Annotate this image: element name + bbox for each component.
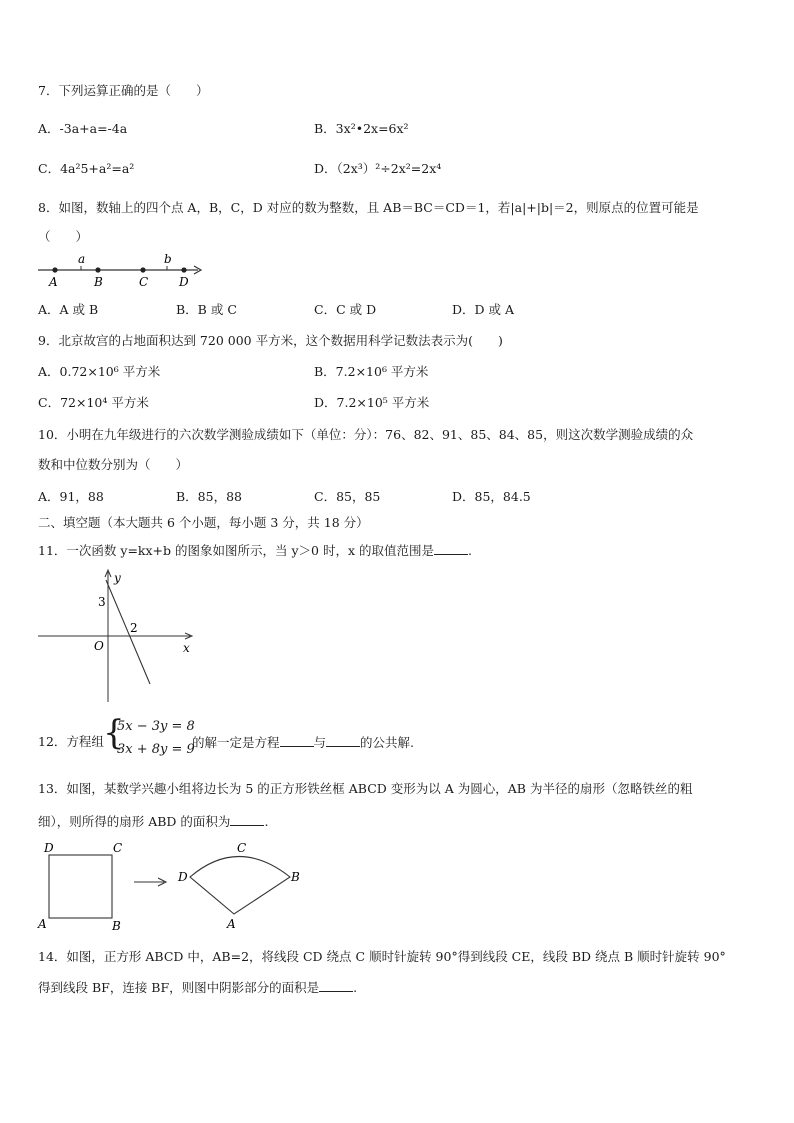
label-A: A [49, 275, 58, 289]
point-d [181, 267, 186, 272]
x-intercept-label: 2 [130, 621, 138, 635]
q12-answer-blank-2[interactable] [326, 734, 360, 747]
q11-stem-text: 11．一次函数 y=kx+b 的图象如图所示，当 y＞0 时，x 的取值范围是 [38, 543, 434, 558]
point-c [140, 267, 145, 272]
q14-end: . [353, 980, 358, 995]
q7-option-d: D．（2x³）²÷2x²=2x⁴ [314, 161, 442, 176]
q11-end: . [467, 543, 472, 558]
q9-option-d: D．7.2×10⁵ 平方米 [314, 395, 430, 410]
q8-option-b: B．B 或 C [176, 302, 237, 317]
q14-stem-text: 得到线段 BF，连接 BF，则图中阴影部分的面积是 [38, 980, 320, 995]
sector-label-B: B [291, 870, 300, 884]
q12-mid2: 与 [313, 735, 327, 750]
q9-option-a: A．0.72×10⁶ 平方米 [38, 364, 161, 379]
q13-stem-line2 [38, 813, 268, 830]
q10-option-b: B．85，88 [176, 489, 242, 504]
label-B: B [94, 275, 103, 289]
label-small-b: b [164, 252, 172, 266]
label-D: D [179, 275, 189, 289]
q7-stem: 7．下列运算正确的是（ ） [38, 83, 209, 98]
square-label-D: D [44, 841, 54, 855]
q12-brace: { [103, 713, 125, 753]
q10-stem-line2: 数和中位数分别为（ ） [38, 457, 189, 472]
section-fill-in-heading: 二、填空题（本大题共 6 个小题，每小题 3 分，共 18 分） [38, 515, 369, 530]
q13-stem-text: 细），则所得的扇形 ABD 的面积为 [38, 814, 231, 829]
q12-end: 的公共解. [360, 735, 415, 750]
sector-label-D: D [178, 870, 188, 884]
q8-number-line-figure [36, 252, 206, 292]
q8-stem: 8．如图，数轴上的四个点 A，B，C，D 对应的数为整数，且 AB＝BC＝CD＝1，若|a|+|b|＝2，则原点的位置可能是 [38, 200, 699, 215]
q9-option-b: B．7.2×10⁶ 平方米 [314, 364, 429, 379]
q7-option-c: C．4a²5+a²=a² [38, 161, 135, 176]
q12-answer-blank-1[interactable] [280, 734, 314, 747]
point-a [52, 267, 57, 272]
square-label-A: A [38, 917, 47, 931]
q12-equation-1: 5x − 3y = 8 [117, 719, 195, 734]
q10-option-d: D．85，84.5 [452, 489, 531, 504]
q11-answer-blank[interactable] [434, 542, 468, 555]
q9-stem: 9．北京故宫的占地面积达到 720 000 平方米，这个数据用科学记数法表示为( ) [38, 333, 503, 348]
q7-option-b: B．3x²•2x=6x² [314, 121, 409, 136]
label-small-a: a [78, 252, 86, 266]
q8-option-c: C．C 或 D [314, 302, 377, 317]
sector-label-A: A [227, 917, 236, 931]
x-axis-label: x [183, 641, 190, 655]
sector-abd [190, 857, 290, 915]
q14-stem-line2 [38, 979, 357, 996]
origin-label: O [94, 639, 104, 653]
q10-option-a: A．91，88 [38, 489, 104, 504]
q10-option-c: C．85，85 [314, 489, 381, 504]
q13-stem-line1: 13．如图，某数学兴趣小组将边长为 5 的正方形铁丝框 ABCD 变形为以 A 为圆心，AB 为半径的扇形（忽略铁丝的粗 [38, 781, 693, 796]
q7-option-a: A．-3a+a=-4a [38, 121, 128, 136]
function-line [106, 580, 150, 684]
y-axis-label: y [114, 571, 121, 585]
q13-answer-blank[interactable] [230, 813, 264, 826]
q11-graph-figure [36, 566, 196, 706]
q8-paren: （ ） [38, 229, 89, 244]
point-b [95, 267, 100, 272]
square-label-C: C [113, 841, 123, 855]
y-intercept-label: 3 [98, 595, 106, 609]
q8-option-d: D．D 或 A [452, 302, 515, 317]
q13-figure [34, 840, 314, 932]
square-label-B: B [112, 919, 121, 932]
q12-equation-2: 3x + 8y = 9 [117, 742, 195, 757]
q14-answer-blank[interactable] [319, 979, 353, 992]
q12-mid1: 的解一定是方程 [192, 735, 280, 750]
q13-end: . [264, 814, 269, 829]
q12-rest [192, 734, 414, 751]
q8-option-a: A．A 或 B [38, 302, 99, 317]
label-C: C [139, 275, 149, 289]
sector-label-C: C [237, 841, 247, 855]
q11-stem [38, 542, 472, 559]
square-abcd [49, 855, 112, 918]
q10-stem-line1: 10．小明在九年级进行的六次数学测验成绩如下（单位：分）：76、82、91、85、84、85，则这次数学测验成绩的众 [38, 427, 694, 442]
q9-option-c: C．72×10⁴ 平方米 [38, 395, 149, 410]
q14-stem-line1: 14．如图，正方形 ABCD 中，AB=2，将线段 CD 绕点 C 顺时针旋转 90°得到线段 CE，线段 BD 绕点 B 顺时针旋转 90° [38, 949, 726, 964]
q12-prefix: 12．方程组 [38, 734, 104, 749]
